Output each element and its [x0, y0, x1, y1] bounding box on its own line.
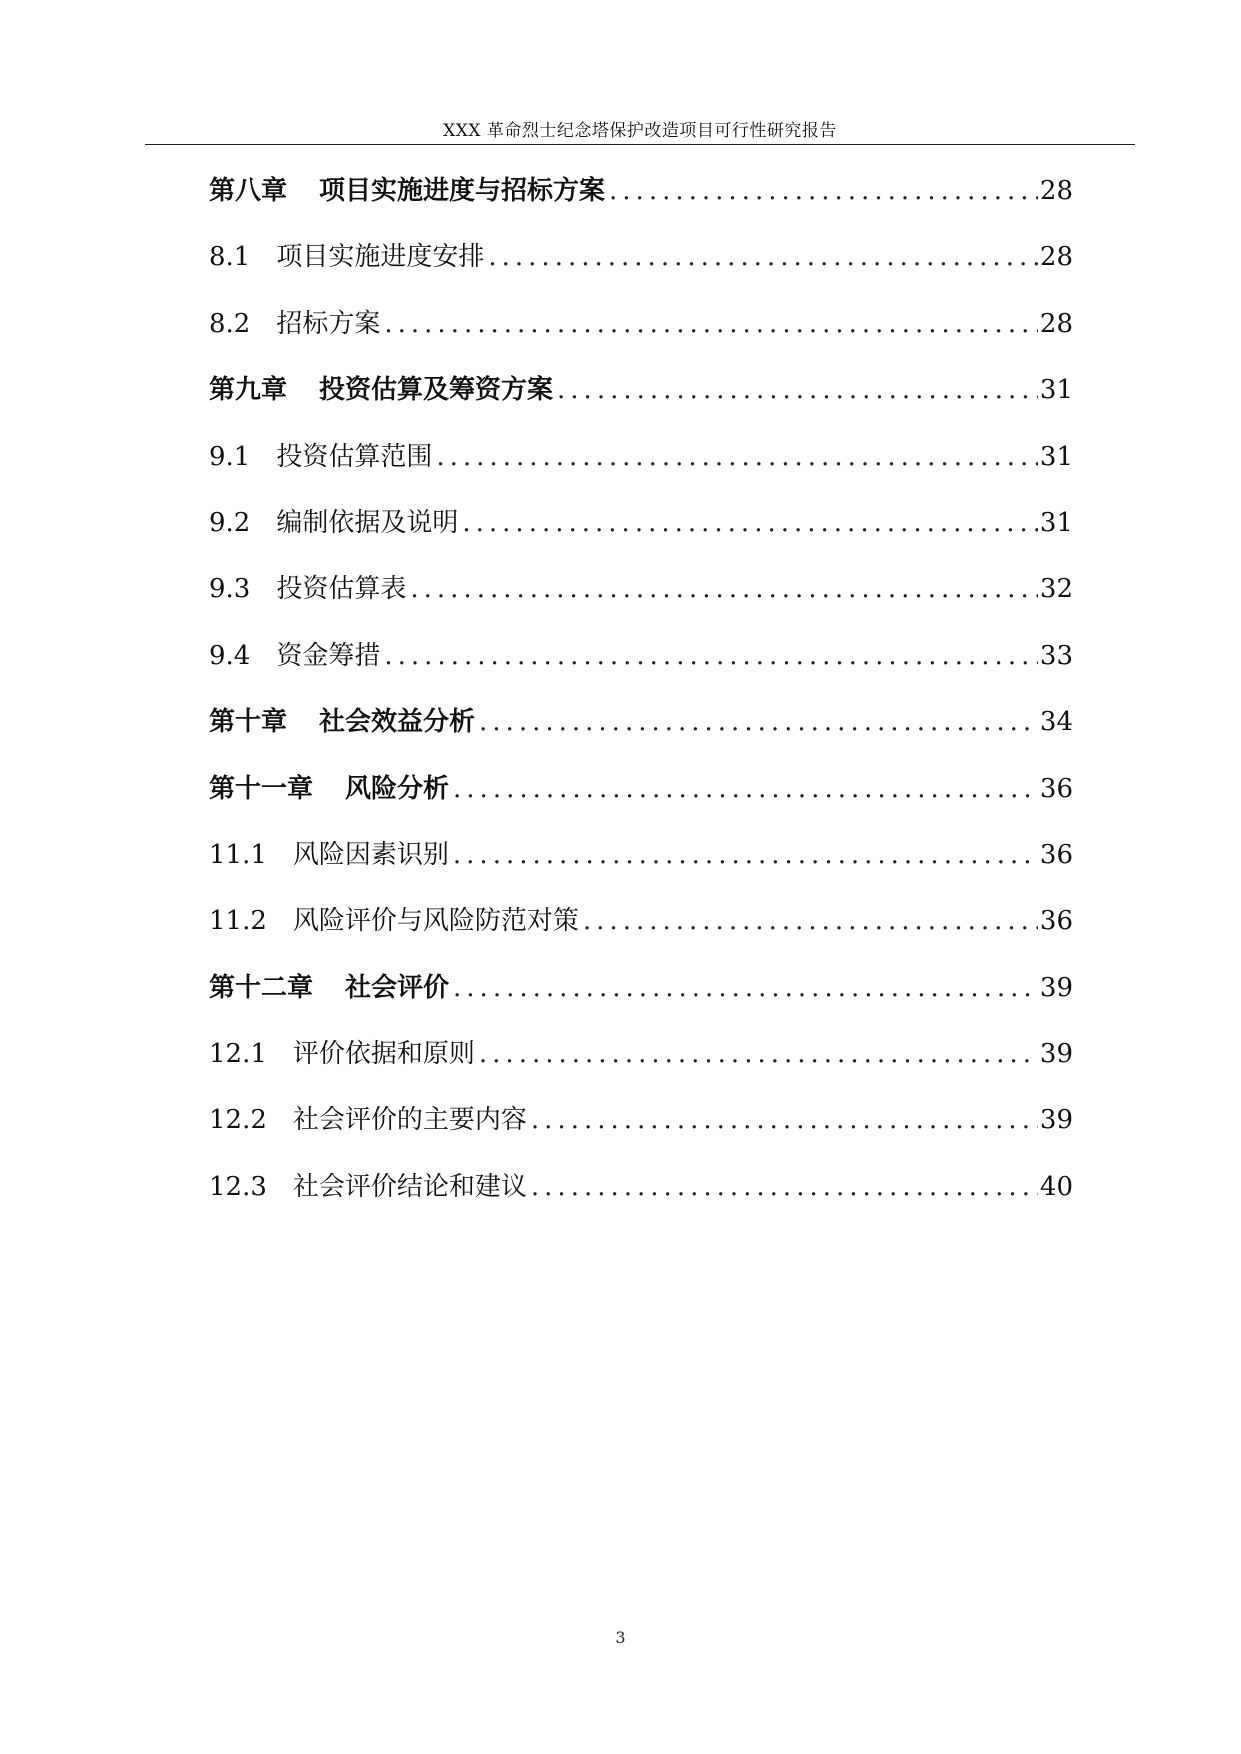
toc-dot-leader: [531, 1160, 1038, 1214]
toc-dot-leader: [609, 164, 1038, 218]
toc-entry-page: 28: [1039, 176, 1073, 206]
toc-entry-number: 第八章: [209, 176, 288, 206]
toc-dot-leader: [479, 1027, 1038, 1081]
toc-entry-page: 31: [1039, 375, 1073, 406]
table-of-contents: [209, 164, 1073, 1226]
toc-entry-section-12-1[interactable]: [209, 1027, 1073, 1093]
toc-entry-number: 12.1: [209, 1039, 267, 1070]
header-divider: [145, 144, 1135, 145]
toc-entry-title: 投资估算范围: [276, 441, 433, 472]
toc-entry-title: 风险分析: [345, 773, 450, 804]
toc-entry-title: 评价依据和原则: [292, 1039, 475, 1070]
toc-entry-number: 9.4: [209, 640, 251, 671]
toc-entry-section-9-1[interactable]: [209, 430, 1073, 496]
toc-entry-number: 9.2: [209, 507, 251, 538]
toc-dot-leader: [453, 828, 1038, 882]
page-number: 3: [615, 1628, 626, 1647]
toc-entry-title: 项目实施进度安排: [276, 242, 485, 273]
toc-entry-chapter-10[interactable]: [209, 695, 1073, 761]
toc-entry-section-11-2[interactable]: [209, 894, 1073, 960]
toc-entry-page: 39: [1039, 972, 1073, 1003]
toc-entry-number: 第十二章: [209, 972, 314, 1003]
toc-entry-section-11-1[interactable]: [209, 828, 1073, 894]
toc-dot-leader: [488, 230, 1038, 284]
page-header-title: XXX 革命烈士纪念塔保护改造项目可行性研究报告: [443, 121, 837, 141]
toc-entry-page: 28: [1039, 308, 1073, 339]
toc-entry-page: 39: [1039, 1039, 1073, 1070]
toc-entry-title: 社会评价结论和建议: [292, 1171, 527, 1202]
toc-entry-number: 12.2: [209, 1105, 267, 1136]
toc-entry-chapter-11[interactable]: [209, 762, 1073, 828]
toc-entry-page: 36: [1039, 773, 1073, 804]
toc-entry-number: 9.1: [209, 441, 251, 472]
toc-entry-number: 11.1: [209, 839, 267, 870]
toc-entry-number: 12.3: [209, 1171, 267, 1202]
toc-entry-number: 8.2: [209, 308, 251, 339]
toc-entry-number: 第九章: [209, 375, 288, 406]
toc-dot-leader: [531, 1093, 1038, 1147]
toc-entry-title: 投资估算表: [276, 574, 407, 605]
toc-entry-section-9-2[interactable]: [209, 496, 1073, 562]
toc-entry-page: 33: [1039, 640, 1073, 671]
toc-entry-title: 投资估算及筹资方案: [319, 375, 554, 406]
toc-entry-title: 社会效益分析: [319, 707, 476, 738]
toc-entry-page: 39: [1039, 1105, 1073, 1136]
toc-dot-leader: [453, 762, 1038, 816]
toc-dot-leader: [410, 562, 1038, 616]
toc-entry-title: 招标方案: [276, 308, 381, 339]
toc-entry-number: 第十一章: [209, 773, 314, 804]
toc-entry-title: 项目实施进度与招标方案: [319, 176, 606, 206]
toc-dot-leader: [557, 363, 1038, 417]
toc-dot-leader: [384, 629, 1038, 683]
toc-entry-number: 11.2: [209, 906, 267, 937]
toc-entry-page: 31: [1039, 441, 1073, 472]
toc-entry-number: 9.3: [209, 574, 251, 605]
toc-entry-title: 风险评价与风险防范对策: [292, 906, 579, 937]
toc-entry-section-12-2[interactable]: [209, 1093, 1073, 1159]
toc-entry-title: 社会评价: [345, 972, 450, 1003]
toc-entry-section-12-3[interactable]: [209, 1160, 1073, 1226]
toc-entry-section-8-1[interactable]: [209, 230, 1073, 296]
toc-entry-title: 风险因素识别: [292, 839, 449, 870]
toc-entry-title: 社会评价的主要内容: [292, 1105, 527, 1136]
toc-entry-page: 34: [1039, 707, 1073, 738]
toc-dot-leader: [462, 496, 1038, 550]
toc-dot-leader: [583, 894, 1038, 948]
toc-entry-chapter-8[interactable]: [209, 164, 1073, 230]
toc-entry-section-9-3[interactable]: [209, 562, 1073, 628]
toc-dot-leader: [384, 297, 1038, 351]
toc-entry-page: 31: [1039, 507, 1073, 538]
toc-entry-page: 40: [1039, 1171, 1073, 1202]
toc-entry-chapter-9[interactable]: [209, 363, 1073, 429]
toc-entry-section-8-2[interactable]: [209, 297, 1073, 363]
toc-dot-leader: [453, 961, 1038, 1015]
toc-entry-chapter-12[interactable]: [209, 961, 1073, 1027]
toc-entry-number: 第十章: [209, 707, 288, 738]
toc-entry-title: 资金筹措: [276, 640, 381, 671]
toc-entry-page: 36: [1039, 839, 1073, 870]
toc-entry-page: 36: [1039, 906, 1073, 937]
toc-entry-title: 编制依据及说明: [276, 507, 459, 538]
toc-entry-section-9-4[interactable]: [209, 629, 1073, 695]
toc-entry-number: 8.1: [209, 242, 251, 273]
toc-entry-page: 28: [1039, 242, 1073, 273]
toc-dot-leader: [436, 430, 1038, 484]
toc-entry-page: 32: [1039, 574, 1073, 605]
toc-dot-leader: [479, 695, 1038, 749]
